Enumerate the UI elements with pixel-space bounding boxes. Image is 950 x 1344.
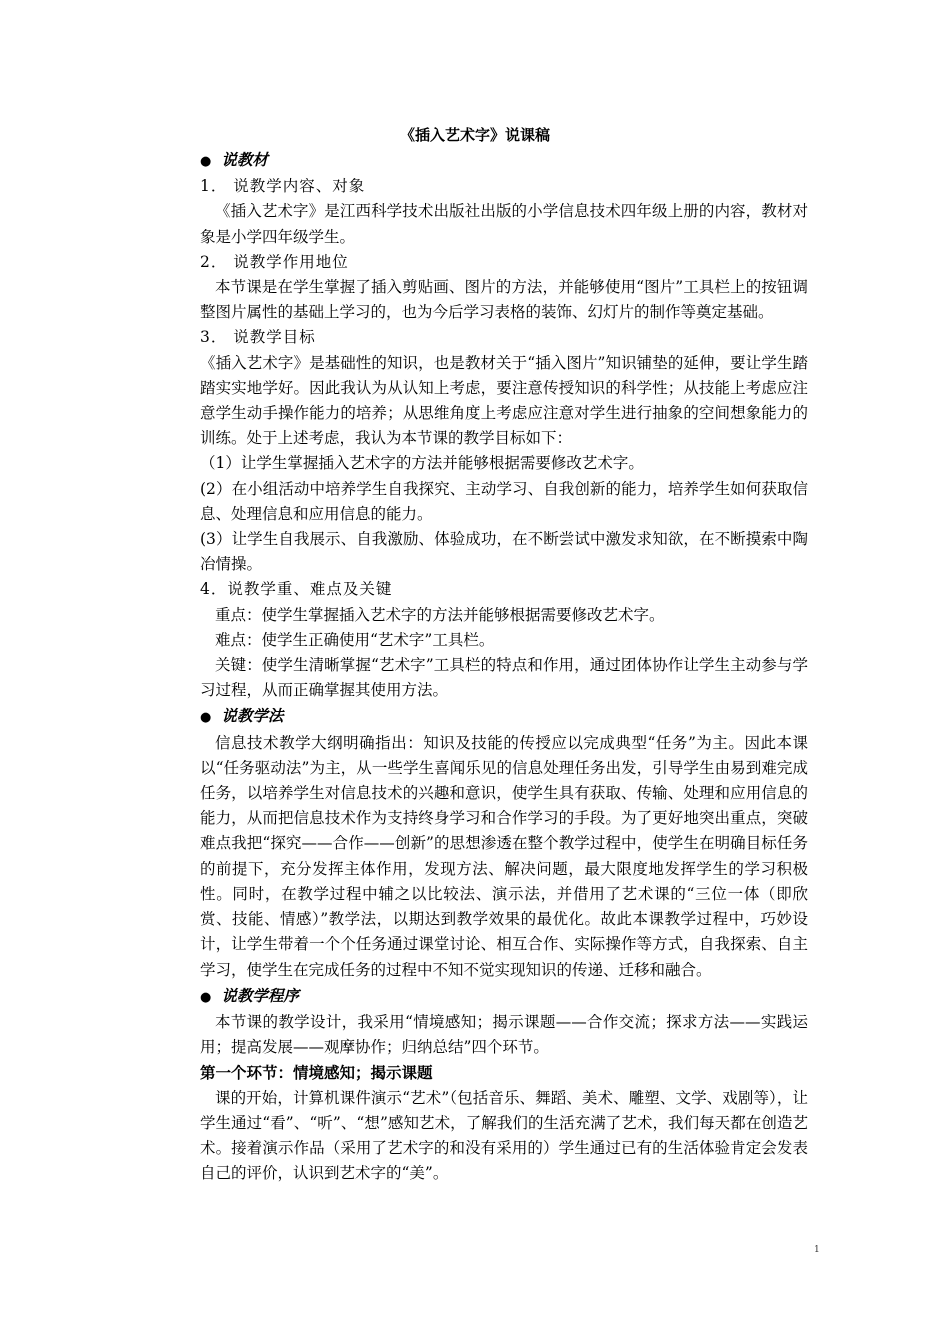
critical-point: 关键：使学生清晰掌握“艺术字”工具栏的特点和作用，通过团体协作让学生主动参与学习过程，从而正确掌握其使用方法。 (200, 656, 808, 700)
bullet-icon: ● (200, 154, 212, 169)
key-point: 重点：使学生掌握插入艺术字的方法并能够根据需要修改艺术字。 (215, 605, 665, 624)
paragraph: 《插入艺术字》是江西科学技术出版社出版的小学信息技术四年级上册的内容，教材对象是小学四年级学生。 (200, 202, 808, 246)
bullet-icon: ● (200, 989, 212, 1005)
section-heading-teaching-method: ● 说教学法 (200, 706, 284, 726)
paragraph: 《插入艺术字》是基础性的知识，也是教材关于“插入图片”知识铺垫的延伸，要让学生踏踏实实地学好。因此我认为从认知上考虑，要注意传授知识的科学性；从技能上考虑应注意学生动手操作能力的培养；从思维角度上考虑应注意对学生进行抽象的空间想象能力的训练。处于上述考虑，我认为本节课的教学目标如下： (200, 353, 808, 448)
section-heading-teaching-procedure: ● 说教学程序 (200, 985, 299, 1005)
paragraph: 信息技术教学大纲明确指出：知识及技能的传授应以完成典型“任务”为主。因此本课以“任务驱动法”为主，从一些学生喜闻乐见的信息处理任务出发，引导学生由易到难完成任务，以培养学生对信息技术的兴趣和意识，使学生具有获取、传输、处理和应用信息的能力，从而把信息技术作为支持终身学习和合作学习的手段。为了更好地突出重点，突破难点我把“探究——合作——创新”的思想渗透在整个教学过程中，使学生在明确目标任务的前提下，充分发挥主体作用，发现方法、解决问题，最大限度地发挥学生的学习积极性。同时，在教学过程中辅之以比较法、演示法，并借用了艺术课的“三位一体（即欣赏、技能、情感）”教学法，以期达到教学效果的最优化。故此本课教学过程中，巧妙设计，让学生带着一个个任务通过课堂讨论、相互合作、实际操作等方式，自我探索、自主学习，使学生在完成任务的过程中不知不觉实现知识的传递、迁移和融合。 (200, 733, 808, 979)
goal-item: （1）让学生掌握插入艺术字的方法并能够根据需要修改艺术字。 (200, 454, 644, 473)
bullet-icon: ● (200, 710, 212, 726)
goal-item: (2）在小组活动中培养学生自我探究、主动学习、自我创新的能力，培养学生如何获取信息、处理信息和应用信息的能力。 (200, 479, 808, 523)
subheading-key-points: 4．说教学重、难点及关键 (200, 580, 393, 599)
document-title: 《插入艺术字》说课稿 (399, 126, 550, 144)
stage-heading: 第一个环节：情境感知；揭示课题 (200, 1063, 433, 1083)
paragraph: 本节课是在学生掌握了插入剪贴画、图片的方法，并能够使用“图片”工具栏上的按钮调整图片属性的基础上学习的，也为今后学习表格的装饰、幻灯片的制作等奠定基础。 (200, 278, 808, 322)
document-body (200, 147, 808, 1186)
goal-item: (3）让学生自我展示、自我激励、体验成功，在不断尝试中激发求知欲，在不断摸索中陶冶情操。 (200, 530, 808, 574)
subheading-teaching-goals: 3． 说教学目标 (200, 328, 316, 347)
paragraph: 课的开始，计算机课件演示“艺术”（包括音乐、舞蹈、美术、雕塑、文学、戏剧等），让学生通过“看”、“听”、“想”感知艺术，了解我们的生活充满了艺术，我们每天都在创造艺术。接着演示作品（采用了艺术字的和没有采用的）学生通过已有的生活体验肯定会发表自己的评价，认识到艺术字的“美”。 (200, 1088, 808, 1183)
difficult-point: 难点：使学生正确使用“艺术字”工具栏。 (215, 630, 495, 649)
subheading-role-position: 2． 说教学作用地位 (200, 252, 349, 271)
page-number: 1 (814, 1245, 820, 1255)
paragraph: 本节课的教学设计，我采用“情境感知；揭示课题——合作交流；探求方法——实践运用；提高发展——观摩协作；归纳总结”四个环节。 (200, 1012, 808, 1057)
section-heading-teaching-material: ● 说教材 (200, 150, 268, 169)
subheading-content-object: 1． 说教学内容、对象 (200, 177, 366, 196)
